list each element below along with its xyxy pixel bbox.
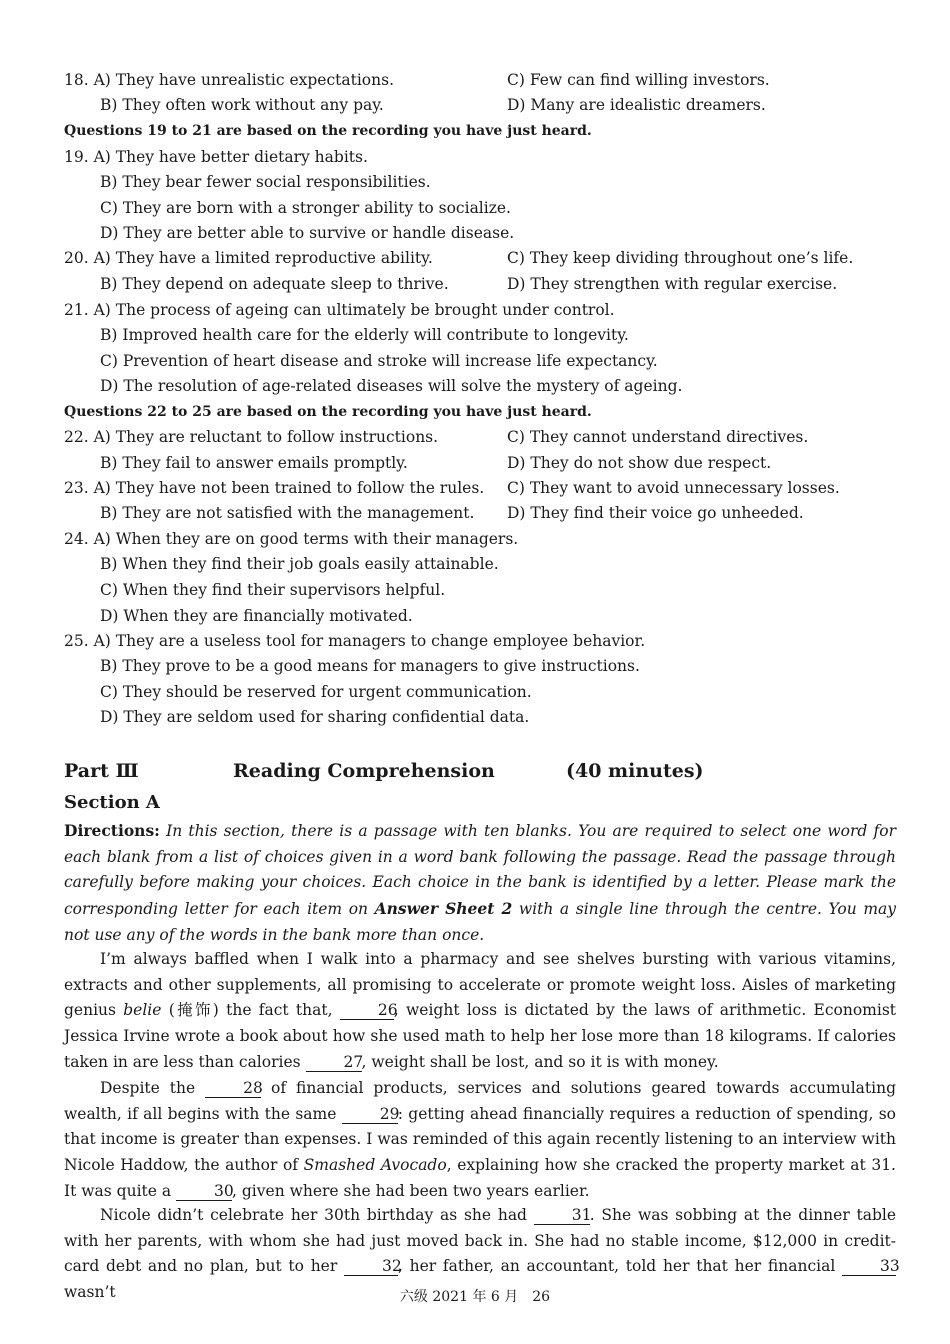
questions-22-25-heading: Questions 22 to 25 are based on the recording you have just heard. (64, 404, 592, 420)
q22-option-d: D) They do not show due respect. (507, 454, 772, 472)
q19-option-b: B) They bear fewer social responsibilities. (100, 173, 431, 191)
p2-text-4: , explaining how she cracked the property market at 31. It was quite a (64, 1156, 896, 1200)
q21-option-b: B) Improved health care for the elderly will contribute to longevity. (100, 326, 629, 344)
q23-option-c: C) They want to avoid unnecessary losses. (507, 479, 840, 497)
p1-text-1: I’m always baffled when I walk into a pharmacy and see shelves bursting with various vitamins, extracts and other supplements, all promising to accelerate or promote weight loss. Aisles of marketing genius (64, 950, 896, 1020)
q18-option-c: C) Few can find willing investors. (507, 71, 770, 89)
p3-text-4: wasn’t (64, 1283, 116, 1302)
p1-gloss: (掩饰) the fact that, (161, 1001, 340, 1020)
blank-33[interactable]: 33 (842, 1257, 896, 1276)
part-time: (40 minutes) (566, 760, 704, 782)
passage-paragraph-2 (64, 1076, 896, 1205)
q23-option-a: 23. A) They have not been trained to follow the rules. (64, 479, 485, 497)
p2-text-3: : getting ahead financially requires a reduction of spending, so that income is greater than expenses. I was reminded of this again recently listening to an interview with Nicole Haddow, the author of (64, 1104, 897, 1175)
p1-belie: belie (123, 1001, 162, 1020)
blank-27[interactable]: 27 (306, 1053, 362, 1072)
p3-text-3: , her father, an accountant, told her that her financial (397, 1257, 842, 1276)
q18-option-a: 18. A) They have unrealistic expectations. (64, 71, 394, 89)
q18-option-d: D) Many are idealistic dreamers. (507, 96, 766, 114)
p1-text-2: , weight loss is dictated by the laws of arithmetic. Economist Jessica Irvine wrote a book about how she used math to help her lose more than 18 kilograms. If calories taken in are less than calories (64, 1001, 896, 1071)
blank-32[interactable]: 32 (344, 1257, 398, 1276)
p1-text-3: , weight shall be lost, and so it is with money. (361, 1052, 719, 1071)
directions-text-2: with a single line through the centre. You may not use any of the words in the bank more than once. (64, 900, 897, 944)
q24-option-c: C) When they find their supervisors helpful. (100, 581, 446, 599)
q24-option-a: 24. A) When they are on good terms with their managers. (64, 530, 519, 548)
part-label: Part Ⅲ (64, 760, 139, 782)
p3-text-1: Nicole didn’t celebrate her 30th birthday as she had (100, 1206, 534, 1224)
q21-option-c: C) Prevention of heart disease and stroke will increase life expectancy. (100, 352, 658, 370)
passage-paragraph-1 (64, 947, 896, 1076)
q25-option-c: C) They should be reserved for urgent communication. (100, 683, 532, 701)
p2-text-5: , given where she had been two years earlier. (232, 1181, 590, 1200)
q23-option-b: B) They are not satisfied with the management. (100, 504, 475, 522)
section-heading: Section A (64, 792, 160, 813)
q22-option-a: 22. A) They are reluctant to follow instructions. (64, 428, 439, 446)
q20-option-a: 20. A) They have a limited reproductive ability. (64, 249, 433, 267)
q20-option-c: C) They keep dividing throughout one’s life. (507, 249, 854, 267)
q21-option-a: 21. A) The process of ageing can ultimately be brought under control. (64, 301, 615, 319)
q20-option-d: D) They strengthen with regular exercise. (507, 275, 838, 293)
q24-option-d: D) When they are financially motivated. (100, 607, 413, 625)
book-title: Smashed Avocado (303, 1156, 447, 1175)
blank-28[interactable]: 28 (205, 1079, 261, 1098)
answer-sheet-ref: Answer Sheet 2 (374, 899, 513, 919)
directions-text-1: In this section, there is a passage with ten blanks. You are required to select one word for each blank from a list of choices given in a word bank following the passage. Read the passage through carefully before making your choices. Each choice in the bank is identified by a letter. Please mark the corresponding letter for each item on (64, 822, 896, 919)
p3-text-2: . She was sobbing at the dinner table with her parents, with whom she had just moved back in. She had no stable income, $12,000 in credit-card debt and no plan, but to her (64, 1206, 897, 1276)
q25-option-b: B) They prove to be a good means for managers to give instructions. (100, 657, 640, 675)
q25-option-d: D) They are seldom used for sharing confidential data. (100, 708, 530, 726)
directions-label: Directions: (64, 821, 160, 840)
q24-option-b: B) When they find their job goals easily attainable. (100, 555, 499, 573)
blank-31[interactable]: 31 (534, 1206, 590, 1225)
p2-text-1: Despite the (100, 1079, 206, 1097)
q19-option-d: D) They are better able to survive or handle disease. (100, 224, 515, 242)
q22-option-b: B) They fail to answer emails promptly. (100, 454, 408, 472)
questions-19-21-heading: Questions 19 to 21 are based on the recording you have just heard. (64, 123, 592, 139)
part-title: Reading Comprehension (233, 760, 495, 782)
q25-option-a: 25. A) They are a useless tool for managers to change employee behavior. (64, 632, 646, 650)
q23-option-d: D) They find their voice go unheeded. (507, 504, 804, 522)
q22-option-c: C) They cannot understand directives. (507, 428, 809, 446)
blank-29[interactable]: 29 (342, 1105, 398, 1124)
directions (64, 818, 896, 949)
q20-option-b: B) They depend on adequate sleep to thrive. (100, 275, 449, 293)
blank-26[interactable]: 26 (340, 1001, 394, 1020)
q19-option-a: 19. A) They have better dietary habits. (64, 148, 368, 166)
q19-option-c: C) They are born with a stronger ability to socialize. (100, 199, 511, 217)
page-footer: 六级 2021 年 6 月 26 (399, 1289, 551, 1305)
q21-option-d: D) The resolution of age-related diseases will solve the mystery of ageing. (100, 377, 683, 395)
p2-text-2: of financial products, services and solutions geared towards accumulating wealth, if all begins with the same (64, 1079, 896, 1123)
q18-option-b: B) They often work without any pay. (100, 96, 384, 114)
blank-30[interactable]: 30 (176, 1182, 232, 1201)
